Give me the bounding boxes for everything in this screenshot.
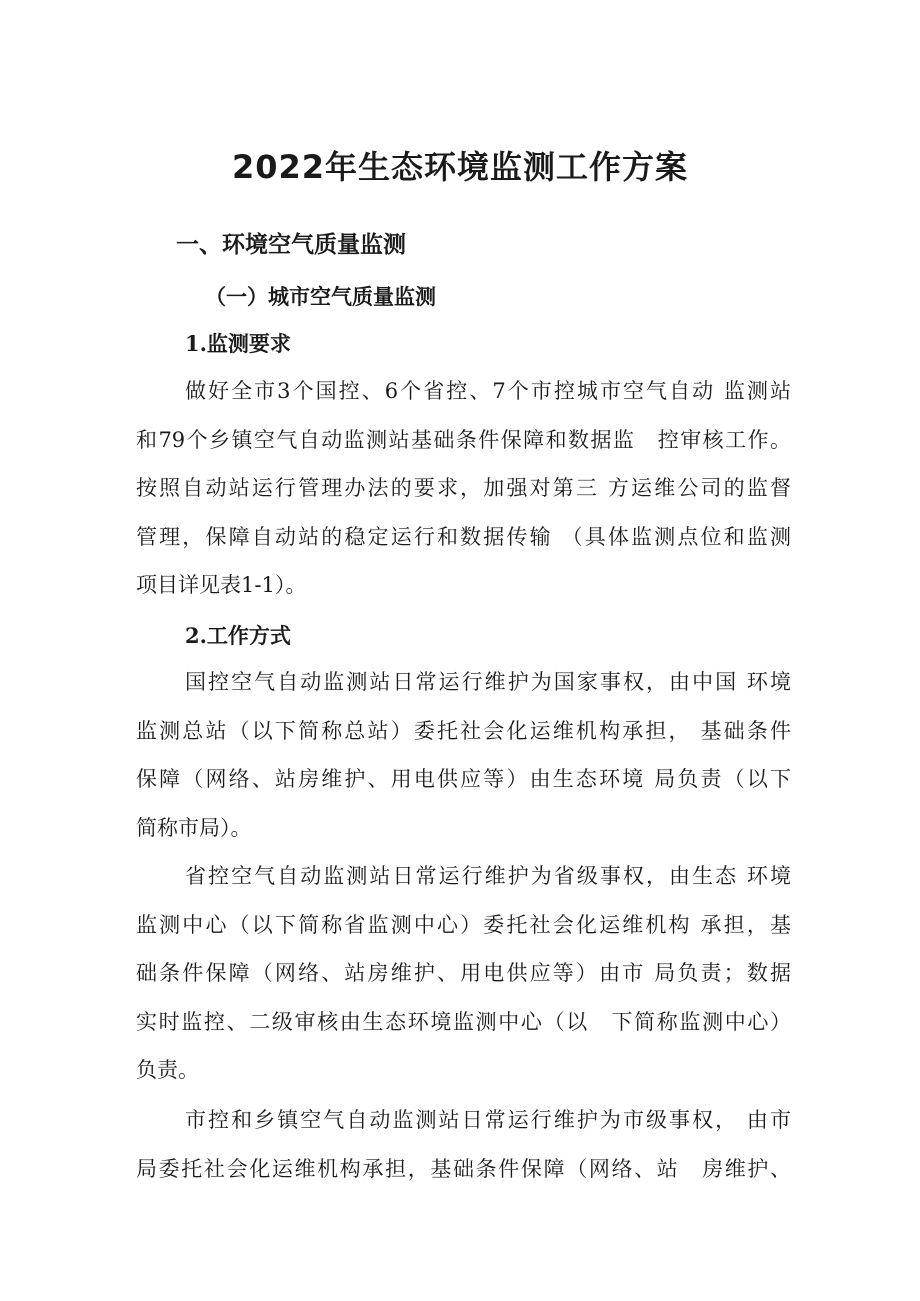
text-line: 保障（网络、站房维护、用电供应等）由生态环境 局负责（以下 — [136, 767, 791, 791]
text-line: 监测中心（以下简称省监测中心）委托社会化运维机构 承担，基 — [136, 912, 791, 937]
text-line: 局委托社会化运维机构承担，基础条件保障（网络、站 房维护、 — [136, 1156, 791, 1181]
text-line: 项目详见表1-1）。 — [136, 573, 307, 597]
item-heading-requirements: 1.监测要求 — [185, 331, 291, 356]
text-line: 负责。 — [136, 1058, 199, 1082]
text-line: 按照自动站运行管理办法的要求，加强对第三 方运维公司的监督 — [136, 476, 791, 500]
text-line: 简称市局）。 — [136, 815, 252, 840]
document-title: 2022年生态环境监测工作方案 — [231, 148, 689, 186]
text-line: 实时监控、二级审核由生态环境监测中心（以 下简称监测中心） — [136, 1009, 791, 1034]
text-line: 监测总站（以下简称总站）委托社会化运维机构承担， 基础条件 — [136, 718, 791, 743]
subsection-heading: （一）城市空气质量监测 — [205, 284, 436, 309]
paragraph-monitoring-requirements — [136, 367, 791, 610]
text-line: 省控空气自动监测站日常运行维护为省级事权，由生态 环境 — [185, 864, 791, 888]
text-line: 管理，保障自动站的稳定运行和数据传输 （具体监测点位和监测 — [136, 524, 791, 549]
text-line: 做好全市3个国控、6个省控、7个市控城市空气自动 监测站 — [185, 379, 791, 403]
text-line: 和79个乡镇空气自动监测站基础条件保障和数据监 控审核工作。 — [136, 427, 791, 452]
item-heading-work-method: 2.工作方式 — [185, 623, 291, 648]
paragraph-city-township-stations — [136, 1096, 791, 1193]
text-line: 础条件保障（网络、站房维护、用电供应等）由市 局负责；数据 — [136, 961, 791, 985]
section-heading: 一、环境空气质量监测 — [176, 232, 406, 258]
text-line: 市控和乡镇空气自动监测站日常运行维护为市级事权， 由市 — [185, 1108, 791, 1132]
paragraph-provincial-stations — [136, 852, 791, 1095]
paragraph-national-stations — [136, 658, 791, 852]
text-line: 国控空气自动监测站日常运行维护为国家事权，由中国 环境 — [185, 670, 791, 694]
